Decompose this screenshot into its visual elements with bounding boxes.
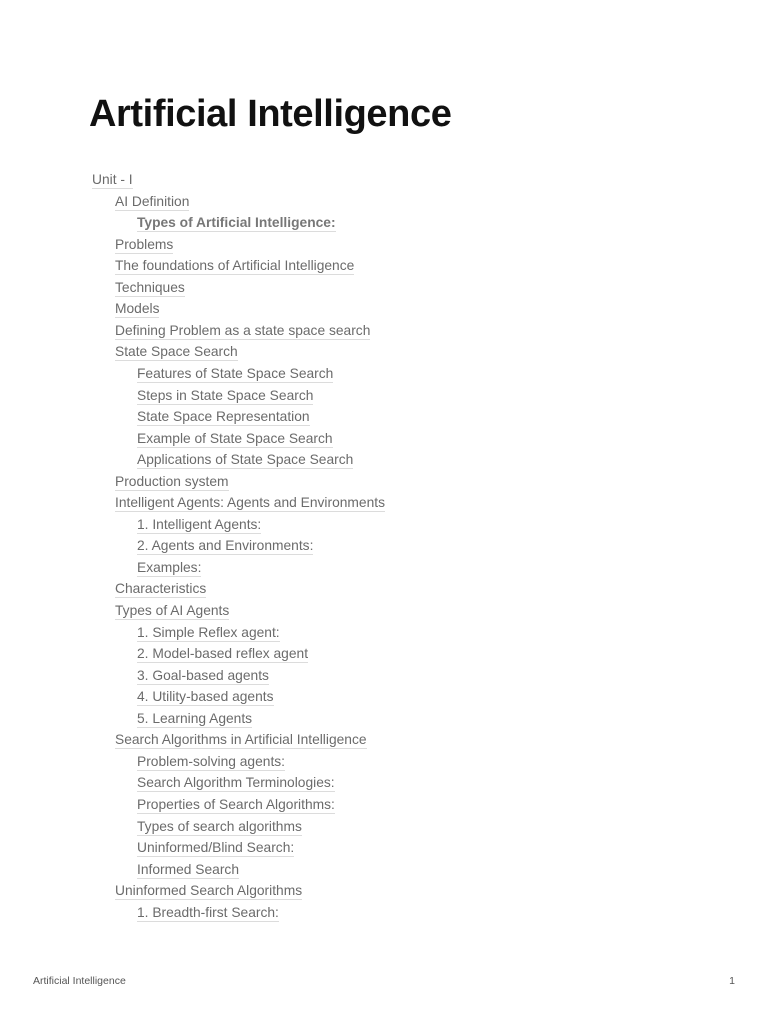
toc-item[interactable]: [137, 751, 285, 772]
toc-link[interactable]: Problems: [115, 236, 174, 252]
toc-item[interactable]: [137, 557, 201, 578]
toc-link[interactable]: Properties of Search Algorithms:: [137, 796, 335, 812]
toc-item[interactable]: [137, 859, 239, 880]
toc-item[interactable]: [137, 665, 269, 686]
toc-link[interactable]: State Space Search: [115, 344, 238, 360]
toc-item[interactable]: [115, 255, 354, 276]
toc-item[interactable]: [137, 428, 333, 449]
toc-link[interactable]: 1. Breadth-first Search:: [137, 904, 279, 920]
toc-item[interactable]: [137, 212, 336, 233]
toc-item[interactable]: [137, 406, 310, 427]
toc-item[interactable]: [137, 794, 335, 815]
toc-item[interactable]: [115, 471, 229, 492]
toc-item[interactable]: [115, 492, 385, 513]
footer-title: Artificial Intelligence: [33, 975, 126, 987]
toc-link[interactable]: Types of AI Agents: [115, 603, 230, 618]
toc-item[interactable]: [115, 600, 229, 621]
toc-link[interactable]: 1. Intelligent Agents:: [137, 516, 262, 532]
toc-link[interactable]: Techniques: [115, 279, 185, 295]
toc-link[interactable]: 4. Utility-based agents: [137, 689, 274, 705]
page-title: Artificial Intelligence: [89, 93, 452, 135]
toc-link[interactable]: Example of State Space Search: [137, 430, 333, 446]
toc-item[interactable]: [137, 363, 333, 384]
toc-link[interactable]: Uninformed Search Algorithms: [115, 883, 303, 899]
toc-item[interactable]: [137, 772, 335, 793]
toc-item[interactable]: [115, 277, 185, 298]
toc-item[interactable]: [115, 320, 370, 341]
toc-item[interactable]: [137, 816, 302, 837]
toc-item[interactable]: [115, 341, 238, 362]
toc-link[interactable]: Applications of State Space Search: [137, 452, 354, 468]
toc-link[interactable]: Intelligent Agents: Agents and Environments: [115, 495, 385, 511]
page-number: 1: [729, 975, 735, 987]
toc-link[interactable]: Problem-solving agents:: [137, 753, 286, 769]
toc-item[interactable]: [115, 234, 173, 255]
toc-item[interactable]: [137, 385, 313, 406]
toc-link[interactable]: Search Algorithms in Artificial Intelligence: [115, 732, 367, 748]
toc-link[interactable]: Features of State Space Search: [137, 365, 334, 381]
toc-item[interactable]: [115, 880, 302, 901]
toc-item[interactable]: [137, 837, 294, 858]
toc-item[interactable]: [92, 169, 133, 190]
toc-link[interactable]: 2. Agents and Environments:: [137, 538, 314, 554]
toc-link[interactable]: Models: [115, 301, 160, 317]
toc-link[interactable]: Steps in State Space Search: [137, 387, 314, 403]
toc-item[interactable]: [137, 708, 252, 729]
toc-link[interactable]: Defining Problem as a state space search: [115, 322, 371, 338]
toc-link[interactable]: Informed Search: [137, 861, 239, 877]
toc-link[interactable]: State Space Representation: [137, 409, 310, 425]
toc-link[interactable]: Types of Artificial Intelligence:: [137, 215, 336, 231]
toc-item[interactable]: [137, 643, 308, 664]
toc-link[interactable]: 3. Goal-based agents: [137, 667, 269, 683]
toc-item[interactable]: [137, 902, 279, 923]
toc-link[interactable]: Characteristics: [115, 581, 207, 597]
toc-item[interactable]: [115, 191, 189, 212]
toc-item[interactable]: [115, 729, 367, 750]
toc-item[interactable]: [137, 535, 313, 556]
toc-link[interactable]: 2. Model-based reflex agent: [137, 646, 309, 662]
toc-link[interactable]: Uninformed/Blind Search:: [137, 840, 295, 856]
toc-link[interactable]: Examples:: [137, 559, 202, 575]
toc-item[interactable]: [115, 578, 206, 599]
toc-link[interactable]: Search Algorithm Terminologies:: [137, 775, 335, 791]
toc-item[interactable]: [137, 514, 261, 535]
toc-item[interactable]: [137, 686, 274, 707]
toc-item[interactable]: [137, 622, 280, 643]
toc-link[interactable]: The foundations of Artificial Intelligence: [115, 258, 355, 274]
toc-link[interactable]: 1. Simple Reflex agent:: [137, 624, 280, 640]
toc-link[interactable]: Types of search algorithms: [137, 818, 302, 834]
toc-item[interactable]: [115, 298, 159, 319]
toc-link[interactable]: Production system: [115, 473, 229, 489]
toc-link[interactable]: AI Definition: [115, 193, 190, 209]
toc-link[interactable]: Unit - I: [92, 172, 133, 187]
toc-link[interactable]: 5. Learning Agents: [137, 710, 253, 726]
toc-item[interactable]: [137, 449, 353, 470]
